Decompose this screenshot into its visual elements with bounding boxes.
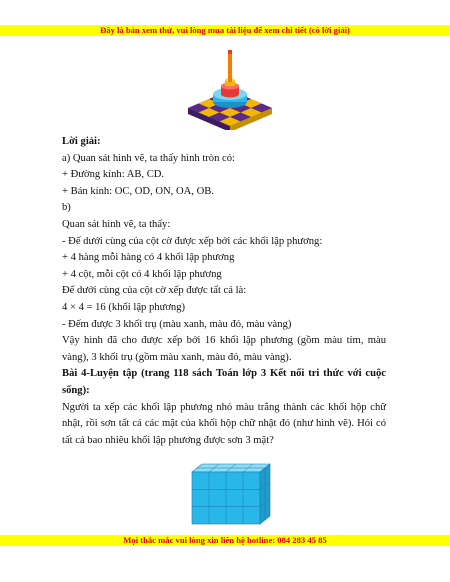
part-a-intro: a) Quan sát hình vẽ, ta thấy hình tròn có:: [62, 152, 235, 164]
exercise-question: Người ta xếp các khối lập phương nhỏ màu trắng thành các khối hộp chữ nhật, rồi sơn tất cả các mặt của khối hộp chữ nhật đó (như hình vẽ). Hỏi có tất cả bao nhiêu khối lập phương được sơn 3 mặt?: [62, 401, 386, 446]
cylinder-stack: [213, 78, 247, 108]
painted-cuboid-illustration: [190, 462, 272, 526]
part-b-label: b): [62, 202, 71, 214]
preview-notice-text: Đây là bản xem thử, vui lòng mua tài liệu để xem chi tiết (có lời giải): [100, 25, 350, 35]
cylinders-line: - Đếm được 3 khối trụ (màu xanh, màu đỏ, màu vàng): [62, 318, 292, 330]
solution-heading: Lời giải:: [62, 136, 101, 147]
hotline-notice-text: Mọi thắc mắc vui lòng xin liên hệ hotline: 084 283 45 85: [123, 535, 327, 545]
solution-section: [62, 134, 386, 449]
preview-notice-banner: [0, 25, 450, 36]
flagpole-blocks-illustration: [185, 46, 275, 130]
base-description: - Đế dưới cùng của cột cờ được xếp bởi các khối lập phương:: [62, 235, 323, 247]
calculation-line: 4 × 4 = 16 (khối lập phương): [62, 301, 186, 313]
hotline-notice-banner: [0, 535, 450, 546]
radius-line: + Bán kính: OC, OD, ON, OA, OB.: [62, 185, 214, 197]
diameter-line: + Đường kính: AB, CD.: [62, 169, 165, 181]
rows-line: + 4 hàng mỗi hàng có 4 khối lập phương: [62, 252, 235, 264]
columns-line: + 4 cột, mỗi cột có 4 khối lập phương: [62, 268, 222, 280]
total-intro: Để dưới cùng của cột cờ xếp được tất cả là:: [62, 285, 247, 297]
exercise-title: Bài 4-Luyện tập (trang 118 sách Toán lớp 3 Kết nối tri thức với cuộc sống):: [62, 368, 386, 396]
conclusion-paragraph: Vậy hình đã cho được xếp bởi 16 khối lập phương (gồm màu tím, màu vàng), 3 khối trụ (gồm màu xanh, màu đỏ, màu vàng).: [62, 335, 386, 363]
cuboid: [192, 464, 270, 524]
part-b-intro: Quan sát hình vẽ, ta thấy:: [62, 218, 171, 230]
flag-pole: [228, 50, 232, 82]
